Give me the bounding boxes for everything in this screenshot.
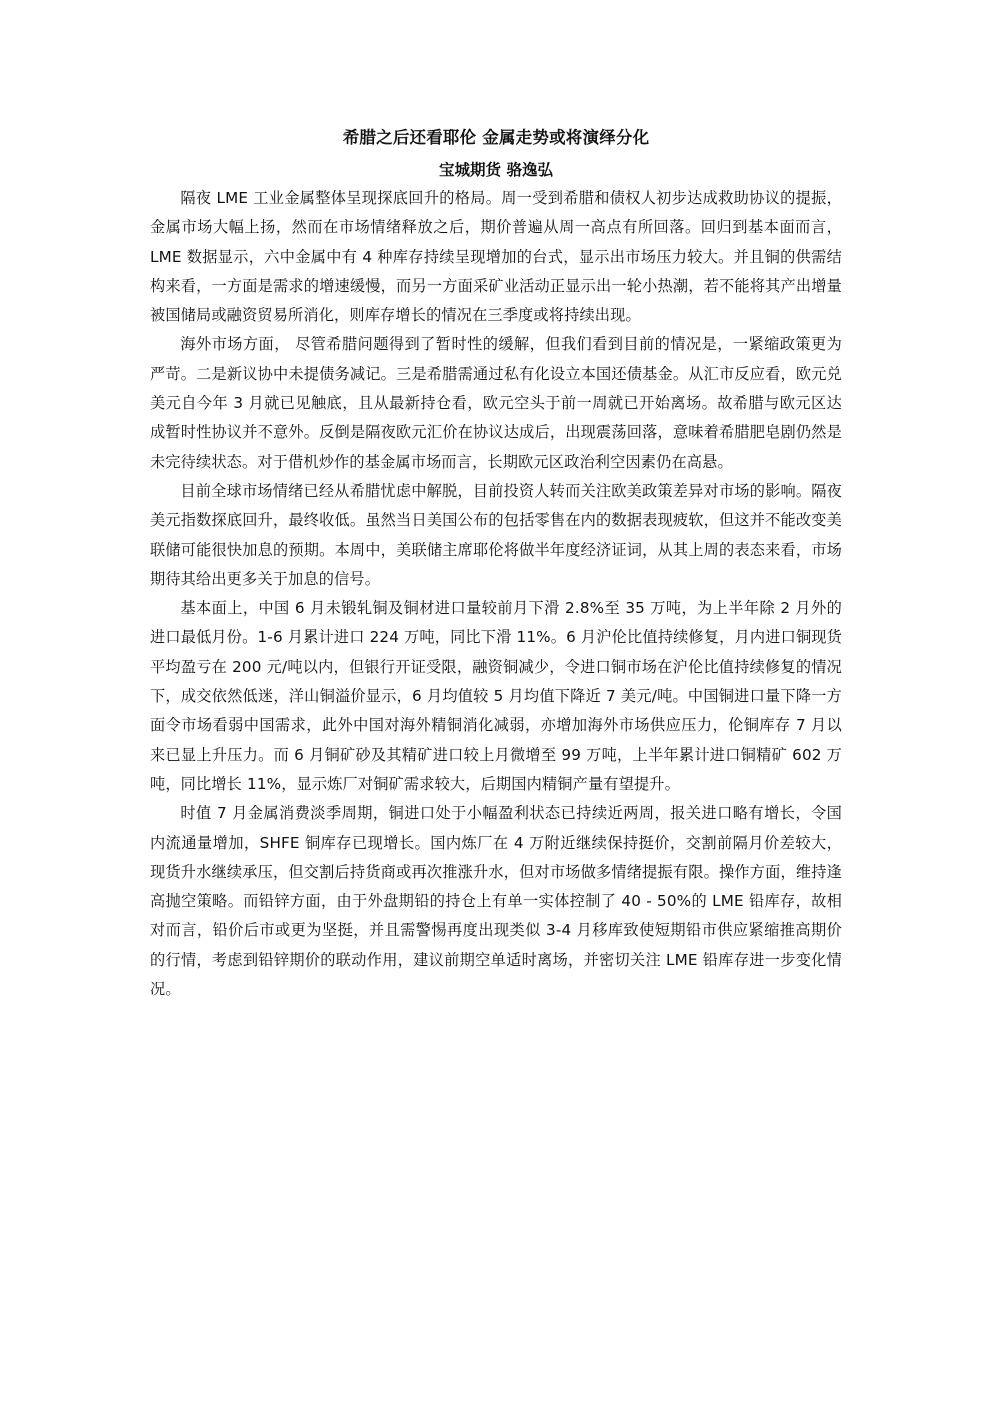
author-byline: 宝城期货 骆逸弘 — [439, 161, 553, 179]
paragraph-4: 基本面上，中国 6 月未锻轧铜及铜材进口量较前月下滑 2.8%至 35 万吨，为上半年除 2 月外的进口最低月份。1-6 月累计进口 224 万吨，同比下滑 11%。6 月沪伦比值持续修复，月内进口铜现货平均盈亏在 200 元/吨以内，但银行开证受限，融资铜减少，令进口铜市场在沪伦比值持续修复的情况下，成交依然低迷，洋山铜溢价显示，6 月均值较 5 月均值下降近 7 美元/吨。中国铜进口量下降一方面令市场看弱中国需求，此外中国对海外精铜消化减弱，亦增加海外市场供应压力，伦铜库存 7 月以来已显上升压力。而 6 月铜矿砂及其精矿进口较上月微增至 99 万吨，上半年累计进口铜精矿 602 万吨，同比增长 11%，显示炼厂对铜矿需求较大，后期国内精铜产量有望提升。 — [150, 599, 842, 793]
paragraph-2: 海外市场方面， 尽管希腊问题得到了暂时性的缓解，但我们看到目前的情况是，一紧缩政策更为严苛。二是新议协中未提债务减记。三是希腊需通过私有化设立本国还债基金。从汇市反应看，欧元兑美元自今年 3 月就已见触底，且从最新持仓看，欧元空头于前一周就已开始离场。故希腊与欧元区达成暂时性协议并不意外。反倒是隔夜欧元汇价在协议达成后，出现震荡回落，意味着希腊肥皂剧仍然是未完待续状态。对于借机炒作的基金属市场而言，长期欧元区政治利空因素仍在高悬。 — [150, 335, 842, 471]
document-title: 希腊之后还看耶伦 金属走势或将演绎分化 — [342, 128, 650, 147]
paragraph-3: 目前全球市场情绪已经从希腊忧虑中解脱，目前投资人转而关注欧美政策差异对市场的影响。隔夜美元指数探底回升，最终收低。虽然当日美国公布的包括零售在内的数据表现疲软，但这并不能改变美联储可能很快加息的预期。本周中，美联储主席耶伦将做半年度经济证词，从其上周的表态来看，市场期待其给出更多关于加息的信号。 — [150, 481, 842, 588]
paragraph-5: 时值 7 月金属消费淡季周期，铜进口处于小幅盈利状态已持续近两周，报关进口略有增长，令国内流通量增加，SHFE 铜库存已现增长。国内炼厂在 4 万附近继续保持挺价，交割前隔月价差较大，现货升水继续承压，但交割后持货商或再次推涨升水，但对市场做多情绪提振有限。操作方面，维持逢高抛空策略。而铅锌方面，由于外盘期铅的持仓上有单一实体控制了 40 - 50%的 LME 铅库存，故相对而言，铅价后市或更为坚挺，并且需警惕再度出现类似 3-4 月移库致使短期铅市供应紧缩推高期价的行情，考虑到铅锌期价的联动作用，建议前期空单适时离场，并密切关注 LME 铅库存进一步变化情况。 — [150, 804, 842, 999]
document-page — [150, 124, 842, 1004]
paragraph-1: 隔夜 LME 工业金属整体呈现探底回升的格局。周一受到希腊和债权人初步达成救助协议的提振，金属市场大幅上扬，然而在市场情绪释放之后，期价普遍从周一高点有所回落。回归到基本面而言，LME 数据显示，六中金属中有 4 种库存持续呈现增加的台式，显示出市场压力较大。并且铜的供需结构来看，一方面是需求的增速缓慢，而另一方面采矿业活动正显示出一轮小热潮，若不能将其产出增量被国储局或融资贸易所消化，则库存增长的情况在三季度或将持续出现。 — [150, 189, 842, 325]
